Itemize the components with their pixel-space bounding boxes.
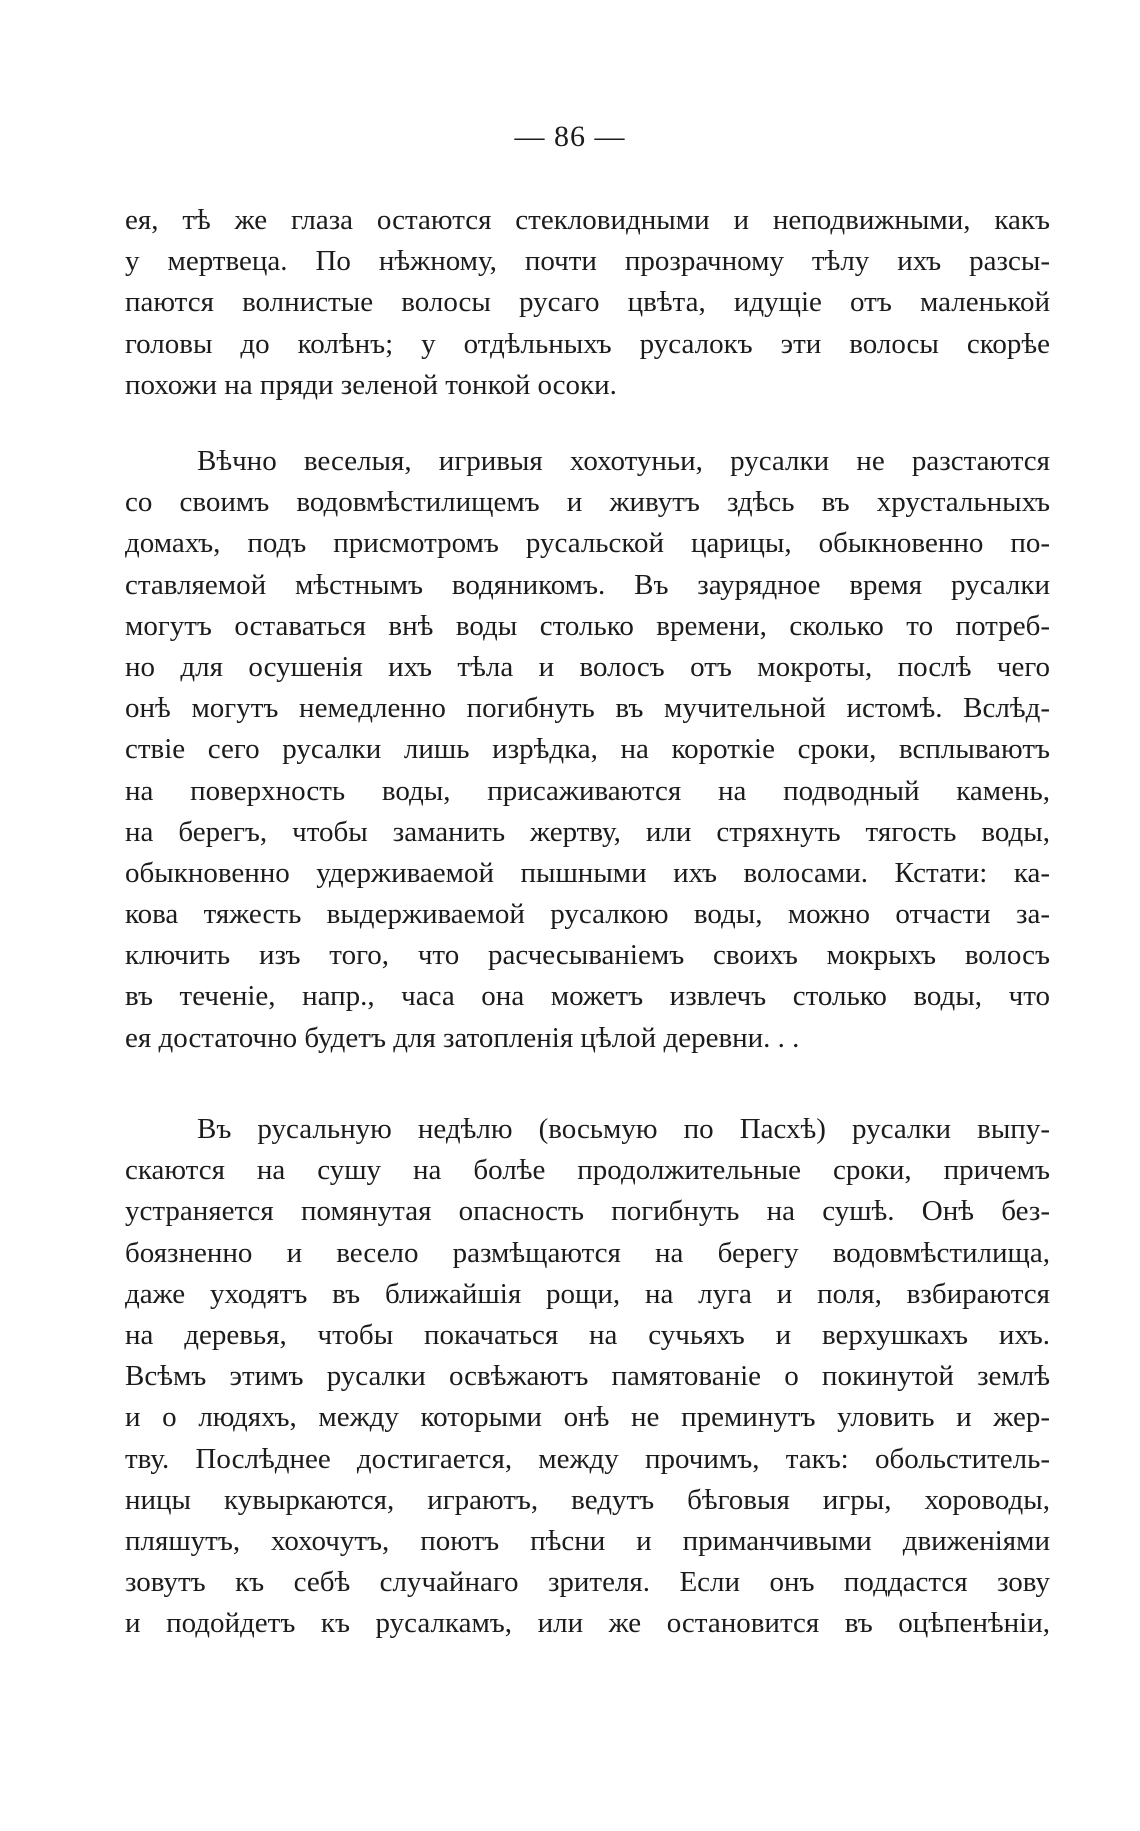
- text-line: тву. Послѣднее достигается, между прочимъ, такъ: обольститель-: [125, 1442, 1050, 1475]
- text-line: паются волнистые волосы русаго цвѣта, идущіе отъ маленькой: [125, 286, 1050, 319]
- text-line: домахъ, подъ присмотромъ русальской царицы, обыкновенно по-: [125, 527, 1050, 560]
- text-line: устраняется помянутая опасность погибнуть на сушѣ. Онѣ без-: [125, 1195, 1050, 1228]
- text-line: ницы кувыркаются, играютъ, ведутъ бѣговыя игры, хороводы,: [125, 1483, 1050, 1516]
- paragraph-3: [125, 1109, 1050, 1644]
- text-line: Въ русальную недѣлю (восьмую по Пасхѣ) русалки выпу-: [197, 1113, 1050, 1145]
- text-line: и подойдетъ къ русалкамъ, или же остановится въ оцѣпенѣніи,: [125, 1607, 1050, 1640]
- text-line: Всѣмъ этимъ русалки освѣжаютъ памятованіе о покинутой землѣ: [125, 1360, 1050, 1393]
- text-line: и о людяхъ, между которыми онѣ не преминутъ уловить и жер-: [125, 1401, 1050, 1434]
- text-line: кова тяжесть выдерживаемой русалкою воды, можно отчасти за-: [125, 898, 1050, 931]
- text-line: но для осушенія ихъ тѣла и волосъ отъ мокроты, послѣ чего: [125, 650, 1050, 683]
- text-line: скаются на сушу на болѣе продолжительные сроки, причемъ: [125, 1154, 1050, 1187]
- text-line: ствіе сего русалки лишь изрѣдка, на короткіе сроки, всплываютъ: [125, 733, 1050, 766]
- text-line: ставляемой мѣстнымъ водяникомъ. Въ заурядное время русалки: [125, 568, 1050, 601]
- text-line: на поверхность воды, присаживаются на подводный камень,: [125, 774, 1050, 807]
- text-line: даже уходятъ въ ближайшія рощи, на луга и поля, взбираются: [125, 1277, 1050, 1310]
- text-line: ея достаточно будетъ для затопленія цѣлой деревни. . .: [125, 1021, 800, 1054]
- text-line: въ теченіе, напр., часа она можетъ извлечъ столько воды, что: [125, 980, 1050, 1013]
- page-number: — 86 —: [514, 120, 626, 153]
- text-line: боязненно и весело размѣщаются на берегу водовмѣстилища,: [125, 1236, 1050, 1269]
- text-line: ея, тѣ же глаза остаются стекловидными и неподвижными, какъ: [125, 204, 1050, 236]
- text-line: онѣ могутъ немедленно погибнуть въ мучительной истомѣ. Вслѣд-: [125, 692, 1050, 725]
- text-line: обыкновенно удерживаемой пышными ихъ волосами. Кстати: ка-: [125, 856, 1050, 889]
- text-line: могутъ оставаться внѣ воды столько времени, сколько то потреб-: [125, 609, 1050, 642]
- text-line: зовутъ къ себѣ случайнаго зрителя. Если онъ поддастся зову: [125, 1566, 1050, 1599]
- text-line: на берегъ, чтобы заманить жертву, или стряхнуть тягость воды,: [125, 815, 1050, 848]
- text-line: похожи на пряди зеленой тонкой осоки.: [125, 368, 617, 401]
- text-line: со своимъ водовмѣстилищемъ и живутъ здѣсь въ хрустальныхъ: [125, 486, 1050, 519]
- text-line: ключить изъ того, что расчесываніемъ своихъ мокрыхъ волосъ: [125, 939, 1050, 972]
- text-line: головы до колѣнъ; у отдѣльныхъ русалокъ эти волосы скорѣе: [125, 327, 1050, 360]
- text-line: на деревья, чтобы покачаться на сучьяхъ и верхушкахъ ихъ.: [125, 1318, 1050, 1351]
- text-line: Вѣчно веселыя, игривыя хохотуньи, русалки не разстаются: [197, 445, 1050, 477]
- text-line: у мертвеца. По нѣжному, почти прозрачному тѣлу ихъ разсы-: [125, 245, 1050, 278]
- text-line: пляшутъ, хохочутъ, поютъ пѣсни и приманчивыми движеніями: [125, 1524, 1050, 1557]
- paragraph-2: [125, 441, 1050, 1059]
- paragraph-1: [125, 200, 1050, 406]
